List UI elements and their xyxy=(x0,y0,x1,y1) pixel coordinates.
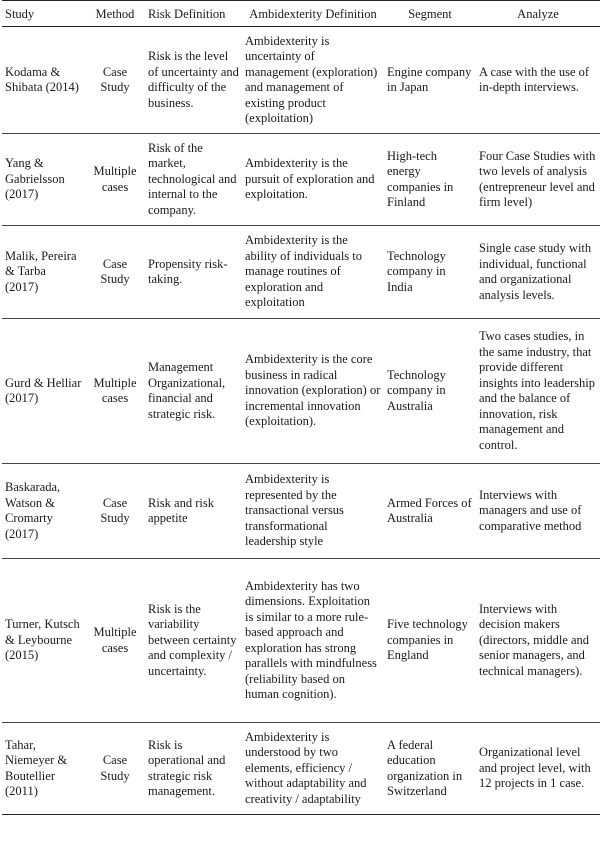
cell-segment: A federal education organization in Switzerland xyxy=(384,723,476,815)
cell-segment: Armed Forces of Australia xyxy=(384,464,476,559)
cell-segment: Technology company in Australia xyxy=(384,319,476,464)
cell-method: Case Study xyxy=(85,226,145,319)
cell-risk: Risk is operational and strategic risk management. xyxy=(145,723,242,815)
table-row xyxy=(2,464,600,559)
cell-method: Multiple cases xyxy=(85,559,145,723)
cell-segment: Technology company in India xyxy=(384,226,476,319)
cell-method: Multiple cases xyxy=(85,134,145,226)
cell-analyze: Single case study with individual, functional and organizational analysis levels. xyxy=(476,226,600,319)
cell-method: Case Study xyxy=(85,723,145,815)
table-row xyxy=(2,134,600,226)
cell-analyze: Interviews with decision makers (directors, middle and senior managers, and technical managers). xyxy=(476,559,600,723)
cell-method: Case Study xyxy=(85,27,145,134)
cell-analyze: Interviews with managers and use of comparative method xyxy=(476,464,600,559)
header-row xyxy=(2,1,600,27)
table-row xyxy=(2,226,600,319)
cell-ambidexterity: Ambidexterity is represented by the transactional versus transformational leadership style xyxy=(242,464,384,559)
table-row xyxy=(2,723,600,815)
cell-risk: Management Organizational, financial and strategic risk. xyxy=(145,319,242,464)
table-row xyxy=(2,27,600,134)
literature-review-table xyxy=(2,0,600,815)
cell-analyze: Organizational level and project level, with 12 projects in 1 case. xyxy=(476,723,600,815)
header-method: Method xyxy=(95,7,135,21)
cell-study: Kodama & Shibata (2014) xyxy=(2,27,85,134)
cell-method: Multiple cases xyxy=(85,319,145,464)
cell-analyze: A case with the use of in-depth interviews. xyxy=(476,27,600,134)
header-study: Study xyxy=(5,7,35,21)
cell-ambidexterity: Ambidexterity is the core business in radical innovation (exploration) or incremental innovation (exploitation). xyxy=(242,319,384,464)
cell-risk: Risk and risk appetite xyxy=(145,464,242,559)
cell-analyze: Two cases studies, in the same industry, that provide different insights into leadership and the balance of innovation, risk management and control. xyxy=(476,319,600,464)
cell-analyze: Four Case Studies with two levels of analysis (entrepreneur level and firm level) xyxy=(476,134,600,226)
cell-study: Baskarada, Watson & Cromarty (2017) xyxy=(2,464,85,559)
cell-risk: Risk is the variability between certainty and complexity / uncertainty. xyxy=(145,559,242,723)
cell-segment: Five technology companies in England xyxy=(384,559,476,723)
cell-ambidexterity: Ambidexterity is the pursuit of exploration and exploitation. xyxy=(242,134,384,226)
table-row xyxy=(2,319,600,464)
header-segment: Segment xyxy=(408,7,452,21)
header-analyze: Analyze xyxy=(517,7,559,21)
header-ambidexterity-definition: Ambidexterity Definition xyxy=(249,7,377,21)
cell-risk: Risk is the level of uncertainty and difficulty of the business. xyxy=(145,27,242,134)
cell-ambidexterity: Ambidexterity has two dimensions. Exploitation is similar to a more rule-based approach and exploration has strong parallels with mindfulness (reliability based on human cognition). xyxy=(242,559,384,723)
header-risk-definition: Risk Definition xyxy=(148,7,226,21)
cell-study: Turner, Kutsch & Leybourne (2015) xyxy=(2,559,85,723)
table-row xyxy=(2,559,600,723)
cell-risk: Propensity risk-taking. xyxy=(145,226,242,319)
cell-ambidexterity: Ambidexterity is uncertainty of management (exploration) and management of existing product (exploitation) xyxy=(242,27,384,134)
cell-segment: High-tech energy companies in Finland xyxy=(384,134,476,226)
cell-ambidexterity: Ambidexterity is understood by two elements, efficiency / without adaptability and creativity / adaptability xyxy=(242,723,384,815)
cell-study: Tahar, Niemeyer & Boutellier (2011) xyxy=(2,723,85,815)
cell-risk: Risk of the market, technological and internal to the company. xyxy=(145,134,242,226)
cell-method: Case Study xyxy=(85,464,145,559)
cell-study: Malik, Pereira & Tarba (2017) xyxy=(2,226,85,319)
cell-study: Yang & Gabrielsson (2017) xyxy=(2,134,85,226)
cell-study: Gurd & Helliar (2017) xyxy=(2,319,85,464)
cell-segment: Engine company in Japan xyxy=(384,27,476,134)
cell-ambidexterity: Ambidexterity is the ability of individuals to manage routines of exploration and exploitation xyxy=(242,226,384,319)
table-body xyxy=(2,27,600,815)
table-header xyxy=(2,1,600,27)
